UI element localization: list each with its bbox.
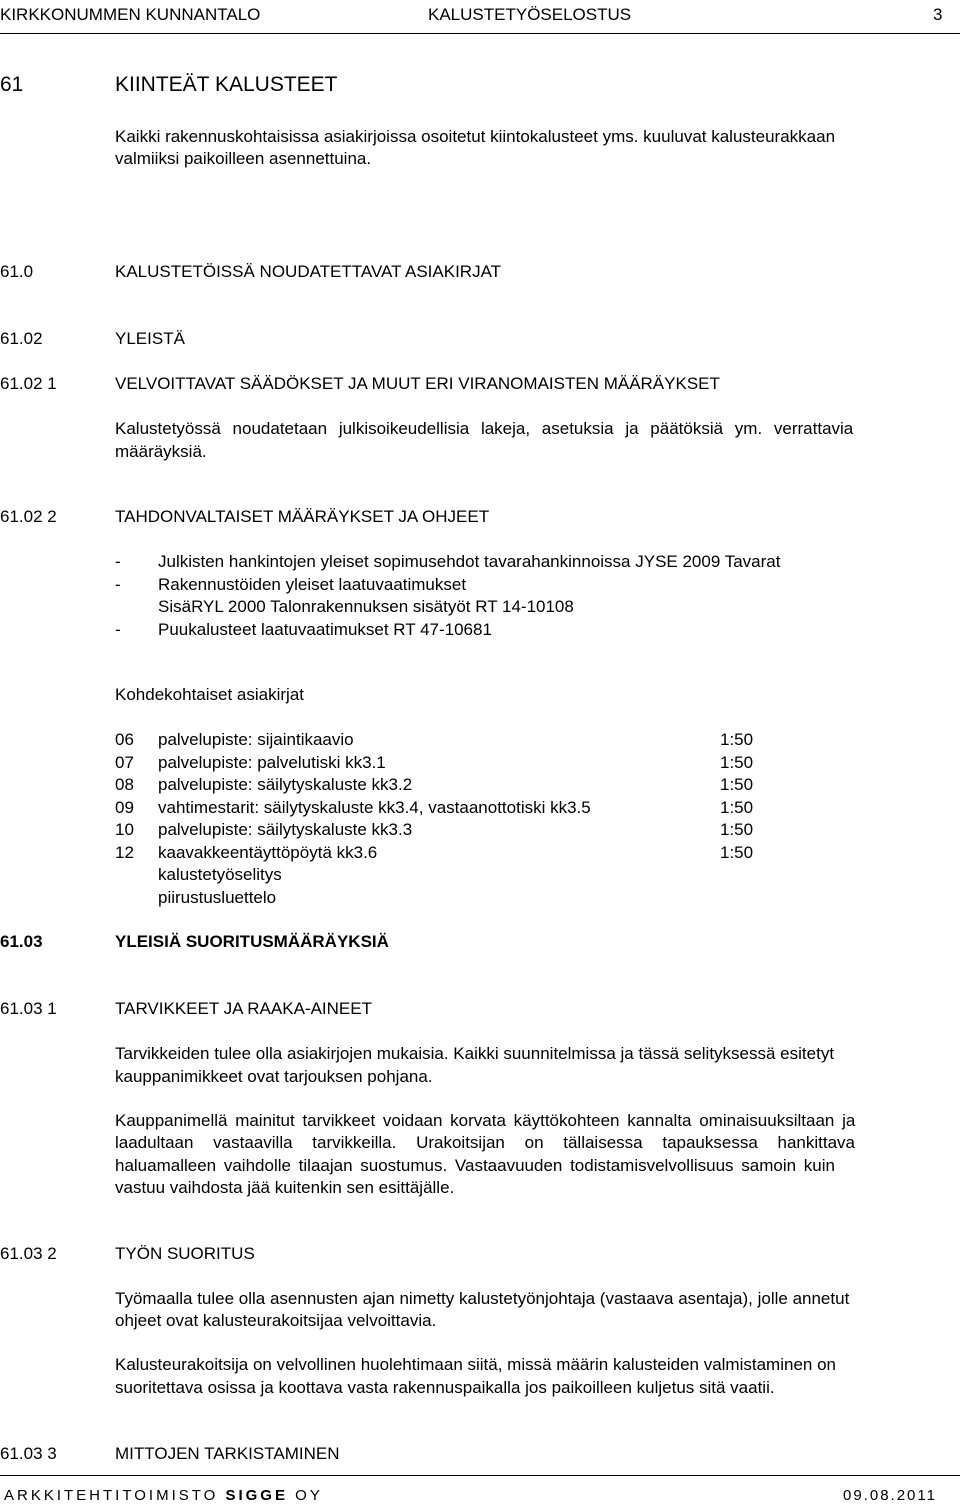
footer-date: 09.08.2011 bbox=[843, 1487, 937, 1504]
document-number: 12 bbox=[115, 843, 134, 862]
header-page-number: 3 bbox=[933, 5, 943, 24]
document-scale: 1:50 bbox=[720, 820, 754, 839]
section-61-0-title: KALUSTETÖISSÄ NOUDATETTAVAT ASIAKIRJAT bbox=[115, 262, 502, 281]
section-61-title: KIINTEÄT KALUSTEET bbox=[115, 73, 338, 96]
document-name: palvelupiste: säilytyskaluste kk3.3 bbox=[158, 820, 413, 839]
document-scale: 1:50 bbox=[720, 798, 754, 817]
section-61-03-title: YLEISIÄ SUORITUSMÄÄRÄYKSIÄ bbox=[115, 932, 389, 951]
document-number: 07 bbox=[115, 753, 134, 772]
document-scale: 1:50 bbox=[720, 753, 754, 772]
document-scale: 1:50 bbox=[720, 775, 754, 794]
section-61-03-number: 61.03 bbox=[0, 932, 43, 951]
document-number: 09 bbox=[115, 798, 134, 817]
footer-office-prefix: ARKKITEHTITOIMISTO bbox=[4, 1487, 226, 1504]
section-61-03-2-number: 61.03 2 bbox=[0, 1244, 57, 1263]
footer-rule bbox=[0, 1475, 960, 1476]
section-61-number: 61 bbox=[0, 73, 24, 96]
header-rule bbox=[0, 33, 960, 34]
list-dash: - bbox=[115, 575, 121, 594]
project-documents-heading: Kohdekohtaiset asiakirjat bbox=[115, 685, 305, 704]
list-item: Julkisten hankintojen yleiset sopimusehdot tavarahankinnoissa JYSE 2009 Tavarat bbox=[158, 552, 781, 571]
document-name: kalustetyöselitys bbox=[158, 865, 282, 884]
document-scale: 1:50 bbox=[720, 730, 754, 749]
section-61-0-number: 61.0 bbox=[0, 262, 34, 281]
header-document-title: KALUSTETYÖSELOSTUS bbox=[428, 5, 632, 24]
section-61-02-1-text-line1: Kalustetyössä noudatetaan julkisoikeudellisia lakeja, asetuksia ja päätöksiä ym. verrattavia bbox=[115, 419, 854, 438]
document-name: piirustusluettelo bbox=[158, 888, 277, 907]
document-name: palvelupiste: sijaintikaavio bbox=[158, 730, 354, 749]
document-number: 08 bbox=[115, 775, 134, 794]
section-61-03-3-number: 61.03 3 bbox=[0, 1444, 57, 1463]
list-dash: - bbox=[115, 620, 121, 639]
section-61-03-1-p2-line2: laadultaan vastaavilla tarvikkeilla. Urakoitsijan on tällaisessa tapauksessa hankittava bbox=[115, 1133, 856, 1152]
section-61-02-1-text-line2: määräyksiä. bbox=[115, 442, 207, 461]
document-number: 06 bbox=[115, 730, 134, 749]
section-61-03-2-p1-line2: ohjeet ovat kalusteurakoitsijaa velvoittavia. bbox=[115, 1311, 437, 1330]
footer-office-suffix: OY bbox=[287, 1487, 323, 1504]
document-name: kaavakkeentäyttöpöytä kk3.6 bbox=[158, 843, 378, 862]
section-61-03-1-p2-line3: haluamalleen vaihdolle tilaajan suostumus. Vastaavuuden todistamisvelvollisuus samoin kuin bbox=[115, 1156, 835, 1175]
section-61-03-1-p2-line4: vastuu vaihdosta jää kuitenkin sen esittäjälle. bbox=[115, 1178, 455, 1197]
section-61-03-2-p2-line1: Kalusteurakoitsija on velvollinen huolehtimaan siitä, missä määrin kalusteiden valmistaminen on bbox=[115, 1355, 836, 1374]
document-name: vahtimestarit: säilytyskaluste kk3.4, vastaanottotiski kk3.5 bbox=[158, 798, 591, 817]
section-61-text-line1: Kaikki rakennuskohtaisissa asiakirjoissa osoitetut kiintokalusteet yms. kuuluvat kalusteurakkaan bbox=[115, 127, 836, 146]
list-item: SisäRYL 2000 Talonrakennuksen sisätyöt RT 14-10108 bbox=[158, 597, 574, 616]
section-61-03-1-p2-line1: Kauppanimellä mainitut tarvikkeet voidaan korvata käyttökohteen kannalta ominaisuuksiltaan ja bbox=[115, 1111, 856, 1130]
section-61-03-1-number: 61.03 1 bbox=[0, 999, 57, 1018]
section-61-02-1-title: VELVOITTAVAT SÄÄDÖKSET JA MUUT ERI VIRANOMAISTEN MÄÄRÄYKSET bbox=[115, 374, 720, 393]
document-scale: 1:50 bbox=[720, 843, 754, 862]
section-61-02-2-title: TAHDONVALTAISET MÄÄRÄYKSET JA OHJEET bbox=[115, 507, 490, 526]
document-name: palvelupiste: säilytyskaluste kk3.2 bbox=[158, 775, 413, 794]
section-61-02-title: YLEISTÄ bbox=[115, 329, 185, 348]
footer-office-brand: SIGGE bbox=[225, 1487, 288, 1504]
section-61-02-1-number: 61.02 1 bbox=[0, 374, 57, 393]
list-dash: - bbox=[115, 552, 121, 571]
section-61-03-2-title: TYÖN SUORITUS bbox=[115, 1244, 255, 1263]
section-61-02-2-number: 61.02 2 bbox=[0, 507, 57, 526]
header-project-name: KIRKKONUMMEN KUNNANTALO bbox=[0, 5, 261, 24]
section-61-03-1-title: TARVIKKEET JA RAAKA-AINEET bbox=[115, 999, 372, 1018]
list-item: Puukalusteet laatuvaatimukset RT 47-10681 bbox=[158, 620, 492, 639]
section-61-03-2-p1-line1: Työmaalla tulee olla asennusten ajan nimetty kalustetyönjohtaja (vastaava asentaja), jolle annetut bbox=[115, 1289, 850, 1308]
section-61-03-3-title: MITTOJEN TARKISTAMINEN bbox=[115, 1444, 340, 1463]
section-61-02-number: 61.02 bbox=[0, 329, 43, 348]
section-61-03-1-p1-line2: kauppanimikkeet ovat tarjouksen pohjana. bbox=[115, 1067, 433, 1086]
section-61-03-2-p2-line2: suoritettava osissa ja koottava vasta rakennuspaikalla jos paikoilleen kuljetus sitä vaatii. bbox=[115, 1378, 775, 1397]
section-61-text-line2: valmiiksi paikoilleen asennettuina. bbox=[115, 149, 372, 168]
document-name: palvelupiste: palvelutiski kk3.1 bbox=[158, 753, 386, 772]
document-number: 10 bbox=[115, 820, 134, 839]
list-item: Rakennustöiden yleiset laatuvaatimukset bbox=[158, 575, 467, 594]
section-61-03-1-p1-line1: Tarvikkeiden tulee olla asiakirjojen mukaisia. Kaikki suunnitelmissa ja tässä selityksessä esitetyt bbox=[115, 1044, 835, 1063]
